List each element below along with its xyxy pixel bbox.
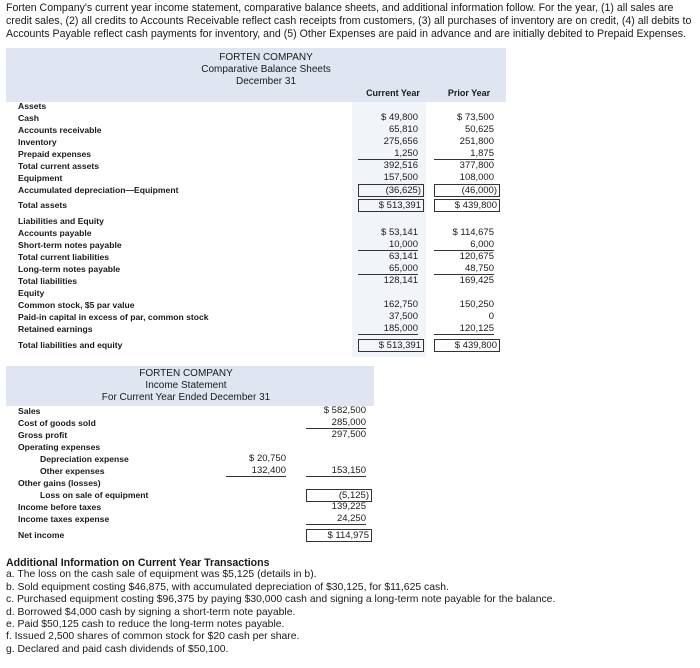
is-total-value: 139,225 [331, 501, 366, 512]
additional-information [6, 557, 694, 656]
bs-company-name: FORTEN COMPANY [219, 52, 313, 63]
bs-current-value: 10,000 [358, 239, 418, 251]
bs-prior-value: 120,675 [459, 251, 494, 262]
bs-current-value: 392,516 [383, 160, 418, 171]
is-row-label: Other gains (losses) [18, 478, 101, 488]
bs-current-value: 157,500 [383, 172, 418, 183]
additional-item: e. Paid $50,125 cash to reduce the long-term notes payable. [6, 619, 285, 631]
bs-row-label: Total liabilities [18, 276, 78, 286]
is-row-label: Sales [18, 406, 41, 416]
bs-row-label: Inventory [18, 137, 57, 147]
is-total-value: 297,500 [331, 429, 366, 440]
bs-row-label: Liabilities and Equity [18, 216, 104, 226]
bs-col-prior: Prior Year [447, 88, 491, 98]
bs-prior-value: $ 73,500 [457, 112, 494, 123]
bs-row-label: Total assets [18, 200, 68, 210]
balance-sheet [6, 48, 506, 357]
bs-row-label: Total liabilities and equity [18, 340, 123, 350]
bs-row-label: Accounts receivable [18, 125, 102, 135]
bs-prior-value: 50,625 [464, 124, 494, 135]
bs-prior-value: (46,000) [434, 184, 500, 197]
bs-current-value: 128,141 [383, 275, 418, 286]
bs-row-label: Paid-in capital in excess of par, common stock [18, 312, 209, 322]
is-row-label: Income before taxes [18, 502, 102, 512]
income-statement-title [66, 368, 306, 404]
income-statement [6, 366, 374, 546]
bs-prior-value: $ 439,800 [434, 199, 500, 212]
is-row-label: Loss on sale of equipment [40, 490, 149, 500]
income-statement-header [6, 366, 374, 406]
bs-current-value: $ 53,141 [381, 227, 418, 238]
bs-current-value: 65,000 [358, 263, 418, 275]
bs-prior-value: 48,750 [434, 263, 494, 275]
bs-date: December 31 [235, 76, 297, 87]
additional-item: f. Issued 2,500 shares of common stock for $20 cash per share. [6, 631, 300, 643]
is-total-value: 153,150 [306, 465, 366, 477]
is-subtotal-value: $ 20,750 [249, 453, 286, 464]
bs-row-label: Equipment [18, 173, 63, 183]
bs-current-value: 63,141 [388, 251, 418, 262]
additional-item: a. The loss on the cash sale of equipment was $5,125 (details in b). [6, 569, 317, 581]
bs-prior-value: 377,800 [459, 160, 494, 171]
additional-item: b. Sold equipment costing $46,875, with accumulated depreciation of $30,125, for $11,625 cash. [6, 581, 449, 593]
bs-row-label: Equity [18, 288, 45, 298]
bs-row-label: Retained earnings [18, 324, 93, 334]
balance-sheet-header [6, 48, 506, 102]
is-row-label: Income taxes expense [18, 514, 110, 524]
bs-current-value: 37,500 [388, 311, 418, 322]
is-row-label: Net income [18, 530, 65, 540]
is-company-name: FORTEN COMPANY [139, 368, 233, 379]
is-total-value: $ 114,975 [306, 529, 372, 542]
bs-prior-value: 1,875 [434, 148, 494, 160]
additional-item: d. Borrowed $4,000 cash by signing a short-term note payable. [6, 606, 296, 618]
bs-current-value: $ 49,800 [381, 112, 418, 123]
bs-prior-value: 0 [488, 311, 494, 322]
bs-current-value: 162,750 [383, 299, 418, 310]
bs-prior-value: 120,125 [434, 323, 494, 335]
intro-paragraph: Forten Company's current year income statement, comparative balance sheets, and additional information follow. For the year, (1) all sales are credit sales, (2) all credits to Accounts Receivable reflect cash receipts from customers, (3) all purchases of inventory are on credit, (4) all debits to Accounts Payable reflect cash payments for inventory, and (5) Other Expenses are paid in advance and are initially debited to Prepaid Expenses. [6, 2, 692, 40]
bs-prior-value: 6,000 [434, 239, 494, 251]
is-total-value: (5,125) [306, 489, 372, 502]
bs-row-label: Common stock, $5 par value [18, 300, 135, 310]
bs-current-value: $ 513,391 [358, 339, 424, 352]
bs-prior-value: 150,250 [459, 299, 494, 310]
is-total-value: 285,000 [306, 417, 366, 429]
bs-statement-name: Comparative Balance Sheets [201, 64, 331, 75]
bs-row-label: Prepaid expenses [18, 149, 92, 159]
is-row-label: Other expenses [40, 466, 105, 476]
bs-current-value: $ 513,391 [358, 199, 424, 212]
is-row-label: Cost of goods sold [18, 418, 96, 428]
is-total-value: 24,250 [306, 513, 366, 525]
bs-prior-value: $ 439,800 [434, 339, 500, 352]
bs-prior-value: 169,425 [459, 275, 494, 286]
additional-item: c. Purchased equipment costing $96,375 by paying $30,000 cash and signing a long-term note payable for the balance. [6, 594, 556, 606]
is-statement-name: Income Statement [145, 380, 227, 391]
bs-row-label: Long-term notes payable [18, 264, 121, 274]
bs-prior-value: $ 114,675 [452, 227, 494, 238]
additional-heading: Additional Information on Current Year Transactions [6, 557, 270, 569]
bs-row-label: Assets [18, 101, 47, 111]
is-row-label: Depreciation expense [40, 454, 129, 464]
bs-row-label: Cash [18, 113, 40, 123]
bs-prior-value: 251,800 [459, 136, 494, 147]
bs-row-label: Accounts payable [18, 228, 92, 238]
balance-sheet-title [156, 52, 376, 88]
is-row-label: Gross profit [18, 430, 68, 440]
additional-item: g. Declared and paid cash dividends of $50,100. [6, 643, 229, 655]
bs-row-label: Short-term notes payable [18, 240, 122, 250]
bs-row-label: Total current assets [18, 161, 100, 171]
bs-current-value: 275,656 [383, 136, 418, 147]
bs-row-label: Accumulated depreciation—Equipment [18, 185, 179, 195]
is-period: For Current Year Ended December 31 [101, 392, 271, 403]
bs-current-value: 1,250 [358, 148, 418, 160]
bs-current-value: (36,625) [358, 184, 424, 197]
bs-prior-value: 108,000 [459, 172, 494, 183]
is-subtotal-value: 132,400 [226, 465, 286, 477]
is-row-label: Operating expenses [18, 442, 101, 452]
bs-col-current: Current Year [366, 88, 420, 98]
bs-row-label: Total current liabilities [18, 252, 110, 262]
bs-current-value: 65,810 [388, 124, 418, 135]
bs-current-value: 185,000 [358, 323, 418, 335]
is-total-value: $ 582,500 [323, 405, 366, 416]
